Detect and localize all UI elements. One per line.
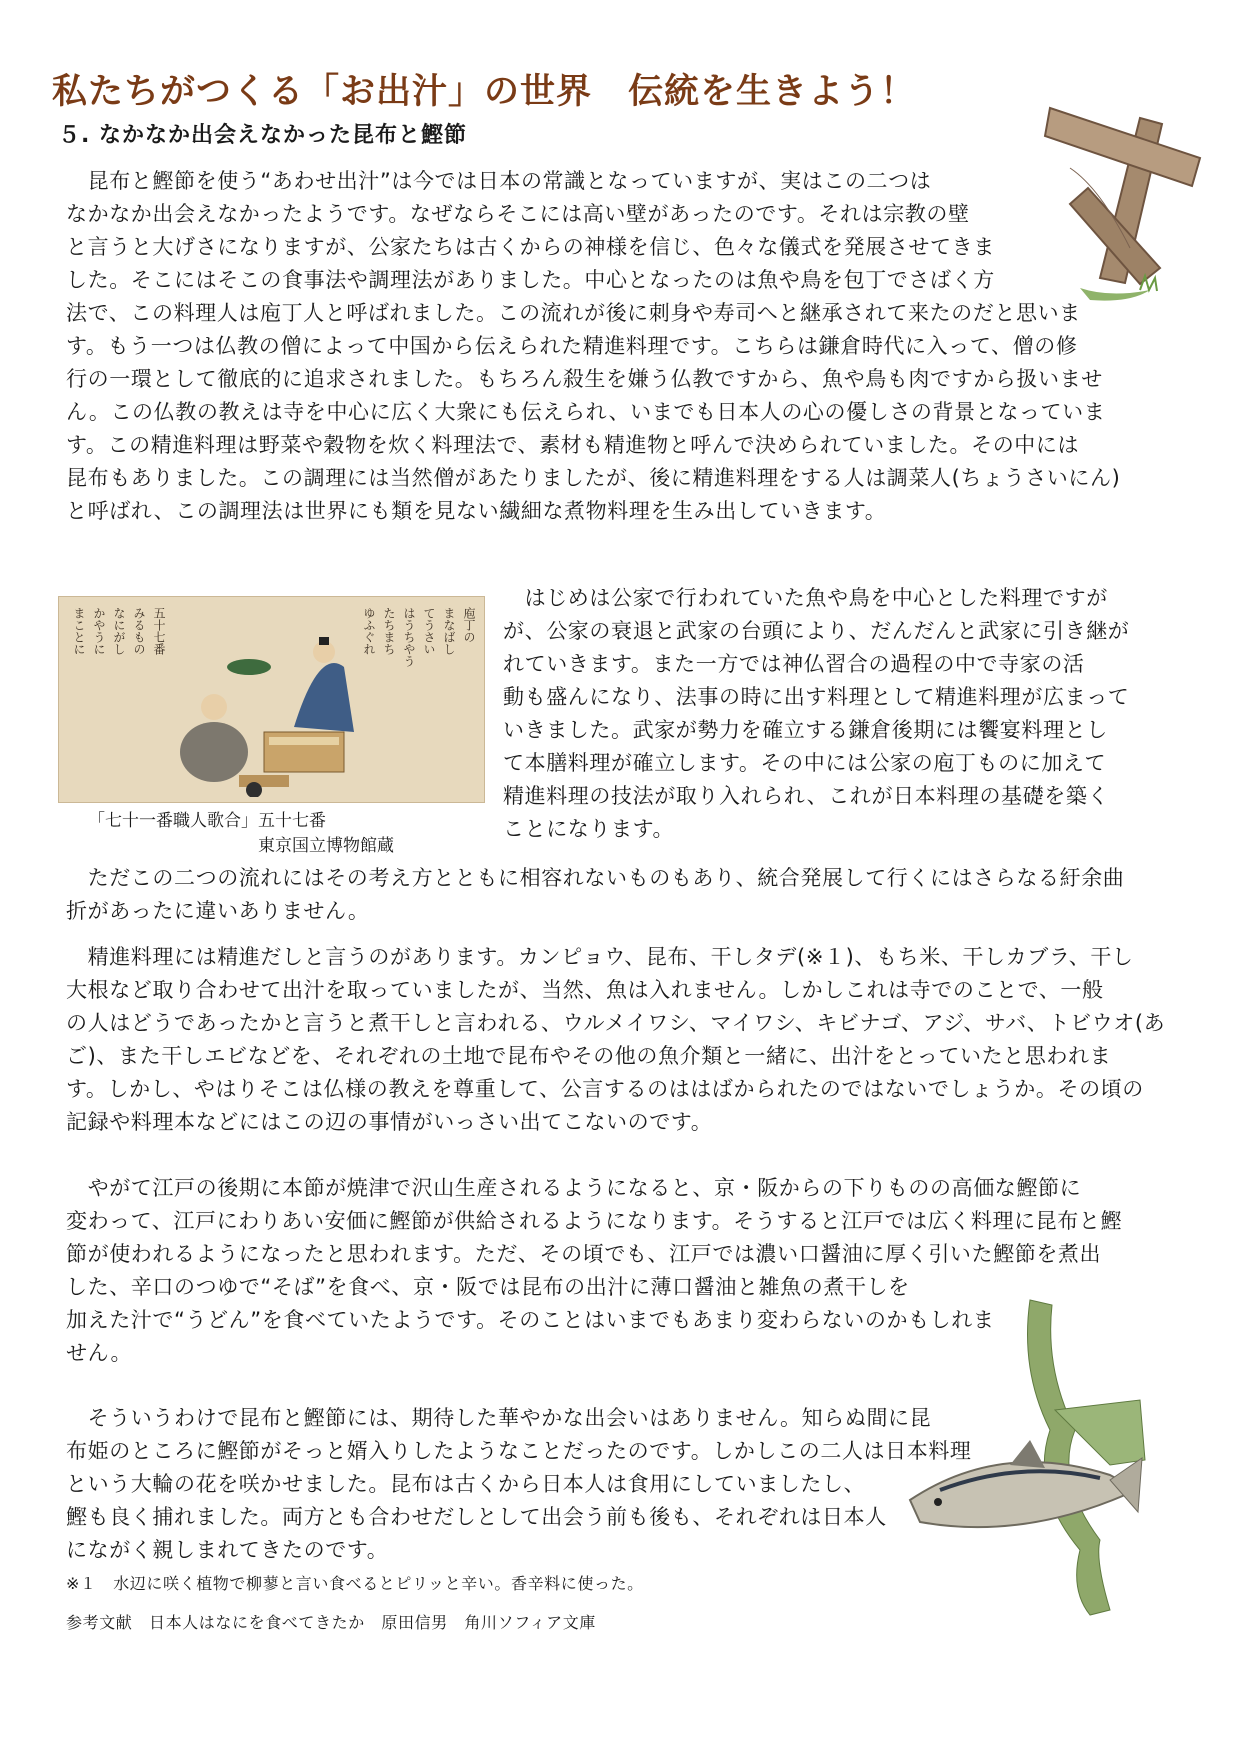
paragraph-line: 節が使われるようになったと思われます。ただ、その頃でも、江戸では濃い口醤油に厚く引いた鰹節を煮出 [66, 1242, 1102, 1266]
paragraph-line: 鰹も良く捕れました。両方とも合わせだしとして出会う前も後も、それぞれは日本人 [66, 1505, 887, 1529]
reference: 参考文献 日本人はなにを食べてきたか 原田信男 角川ソフィア文庫 [66, 1613, 596, 1632]
scroll-text-column: みるもの [132, 607, 146, 655]
paragraph-line: なかなか出会えなかったようです。なぜならそこには高い壁があったのです。それは宗教の壁 [66, 202, 970, 226]
scroll-text-column: てうさい [422, 607, 436, 655]
footnote: ※１ 水辺に咲く植物で柳蓼と言い食べるとピリッと辛い。香辛料に使った。 [66, 1574, 644, 1593]
paragraph-line: そういうわけで昆布と鰹節には、期待した華やかな出会いはありません。知らぬ間に昆 [66, 1406, 932, 1430]
paragraph-line: ただこの二つの流れにはその考え方とともに相容れないものもあり、統合発展して行くにはさらなる紆余曲 [66, 866, 1125, 890]
scroll-text-column: なにがし [112, 607, 126, 655]
paragraph-line: 昆布もありました。この調理には当然僧があたりましたが、後に精進料理をする人は調菜人(ちょうさいにん) [66, 466, 1121, 490]
scroll-heading: 五十七番 [152, 607, 166, 655]
kelp-and-bonito-illustration [880, 1290, 1180, 1620]
paragraph-line: 布姫のところに鰹節がそっと婿入りしたようなことだったのです。しかしこの二人は日本料理 [66, 1439, 972, 1463]
paragraph-line: す。もう一つは仏教の僧によって中国から伝えられた精進料理です。こちらは鎌倉時代に入って、僧の修 [66, 334, 1078, 358]
paragraph-line: す。この精進料理は野菜や穀物を炊く料理法で、素材も精進物と呼んで決められていました。その中には [66, 433, 1080, 457]
paragraph-line: いきました。武家が勢力を確立する鎌倉後期には饗宴料理とし [503, 718, 1108, 742]
paragraph-line: ことになります。 [503, 817, 675, 841]
section-heading: ５. なかなか出会えなかった昆布と鰹節 [58, 123, 468, 148]
paragraph-line: 大根など取り合わせて出汁を取っていましたが、当然、魚は入れません。しかしこれは寺でのことで、一般 [66, 978, 1104, 1002]
cooks-figure [169, 607, 359, 797]
paragraph-line: せん。 [66, 1341, 133, 1365]
paragraph-line: と言うと大げさになりますが、公家たちは古くからの神様を信じ、色々な儀式を発展させてきま [66, 235, 995, 259]
paragraph-line: ん。この仏教の教えは寺を中心に広く大衆にも伝えられ、いまでも日本人の心の優しさの背景となっていま [66, 400, 1106, 424]
paragraph-line: した。そこにはそこの食事法や調理法がありました。中心となったのは魚や鳥を包丁でさばく方 [66, 268, 995, 292]
paragraph-line: て本膳料理が確立します。その中には公家の庖丁ものに加えて [503, 751, 1107, 775]
paragraph-line: と呼ばれ、この調理法は世界にも類を見ない繊細な煮物料理を生み出していきます。 [66, 499, 887, 523]
paragraph-line: が、公家の衰退と武家の台頭により、だんだんと武家に引き継が [503, 619, 1130, 643]
paragraph-line: 行の一環として徹底的に追求されました。もちろん殺生を嫌う仏教ですから、魚や鳥も肉ですから扱いませ [66, 367, 1103, 391]
paragraph-line: 加えた汁で“うどん”を食べていたようです。そのことはいまでもあまり変わらないのかもしれま [66, 1308, 995, 1332]
scroll-text-column: まなばし [442, 607, 456, 655]
paragraph-line: 精進料理には精進だしと言うのがあります。カンピョウ、昆布、干しタデ(※１)、もち米、干しカブラ、干し [66, 945, 1134, 969]
paragraph-line: 記録や料理本などにはこの辺の事情がいっさい出てこないのです。 [66, 1110, 713, 1134]
paragraph-line: にながく親しまれてきたのです。 [66, 1538, 389, 1562]
scroll-text-column: まことに [72, 607, 86, 655]
paragraph-line: れていきます。また一方では神仏習合の過程の中で寺家の活 [503, 652, 1085, 676]
paragraph-line: した、辛口のつゆで“そば”を食べ、京・阪では昆布の出汁に薄口醤油と雑魚の煮干しを [66, 1275, 910, 1299]
scroll-text-column: はうちやう [402, 607, 416, 667]
paragraph-line: 昆布と鰹節を使う“あわせ出汁”は今では日本の常識となっていますが、実はこの二つは [66, 169, 932, 193]
paragraph-line: の人はどうであったかと言うと煮干しと言われる、ウルメイワシ、マイワシ、キビナゴ、アジ、サバ、トビウオ(あ [66, 1011, 1166, 1035]
scroll-text-column: ゆふぐれ [362, 607, 376, 655]
paragraph-line: はじめは公家で行われていた魚や鳥を中心とした料理ですが [503, 586, 1108, 610]
paragraph-line: やがて江戸の後期に本節が焼津で沢山生産されるようになると、京・阪からの下りものの高価な鰹節に [66, 1176, 1082, 1200]
paragraph-line: という大輪の花を咲かせました。昆布は古くから日本人は食用にしていましたし、 [66, 1472, 866, 1496]
paragraph-line: 変わって、江戸にわりあい安価に鰹節が供給されるようになります。そうすると江戸では広く料理に昆布と鰹 [66, 1209, 1123, 1233]
paragraph-line: す。しかし、やはりそこは仏様の教えを尊重して、公言するのははばかられたのではないでしょうか。その頃の [66, 1077, 1144, 1101]
paragraph-line: 折があったに違いありません。 [66, 899, 370, 923]
paragraph-line: ご)、また干しエビなどを、それぞれの土地で昆布やその他の魚介類と一緒に、出汁をとっていたと思われま [66, 1044, 1112, 1068]
image-caption: 「七十一番職人歌合」五十七番 [88, 811, 326, 831]
paragraph-line: 動も盛んになり、法事の時に出す料理として精進料理が広まって [503, 685, 1130, 709]
scroll-text-column: たちまち [382, 607, 396, 655]
scroll-text-column: 庖丁の [462, 607, 476, 643]
image-caption-source: 東京国立博物館蔵 [258, 836, 394, 856]
scroll-painting [58, 596, 485, 803]
paragraph-line: 精進料理の技法が取り入れられ、これが日本料理の基礎を築く [503, 784, 1110, 808]
paragraph-line: 法で、この料理人は庖丁人と呼ばれました。この流れが後に刺身や寿司へと継承されて来たのだと思いま [66, 301, 1081, 325]
scroll-text-column: かやうに [92, 607, 106, 655]
signpost-illustration [1040, 78, 1215, 318]
page-title: 私たちがつくる「お出汁」の世界 伝統を生きよう！ [52, 72, 917, 112]
